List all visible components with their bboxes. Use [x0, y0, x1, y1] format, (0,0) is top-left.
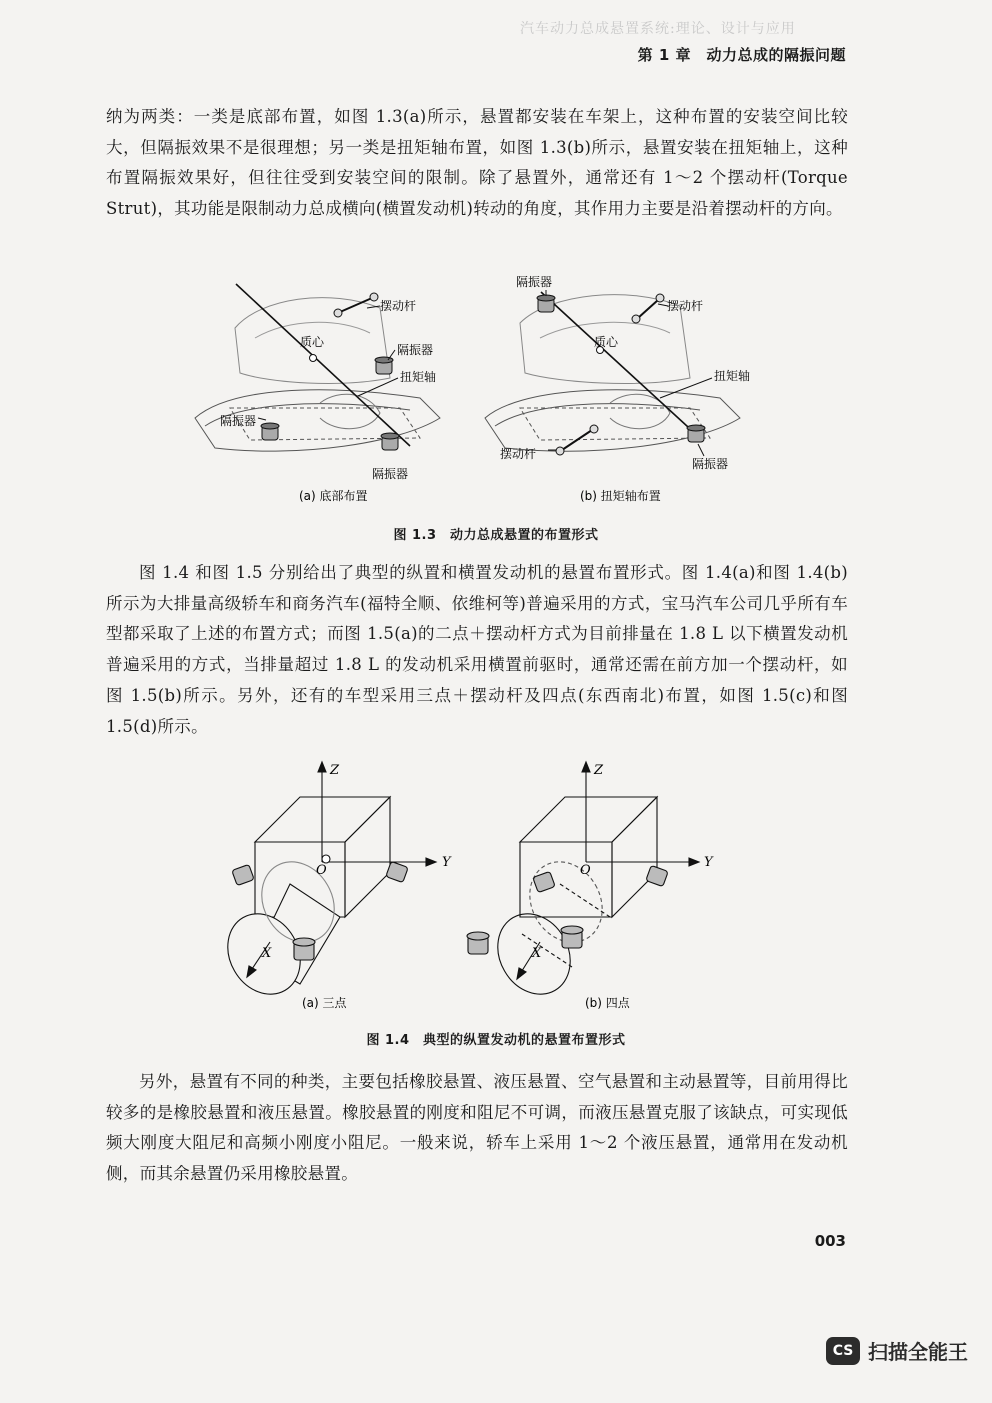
sub-caption-1-3b: (b) 扭矩轴布置 [580, 489, 661, 503]
label-isolator-top-b: 隔振器 [516, 275, 553, 289]
axis-y-b: Y [704, 855, 713, 870]
chapter-running-head: 第 1 章 动力总成的隔振问题 [637, 46, 846, 64]
axis-z-b: Z [594, 763, 604, 778]
paragraph-mount-types: 另外，悬置有不同的种类，主要包括橡胶悬置、液压悬置、空气悬置和主动悬置等，目前用得比较多的是橡胶悬置和液压悬置。橡胶悬置的刚度和阻尼不可调，而液压悬置克服了该缺点，可实现低频大刚度大阻尼和高频小刚度小阻尼。一般来说，轿车上采用 1～2 个液压悬置，通常用在发动机侧，而其余悬置仍采用橡胶悬置。 [106, 1072, 848, 1184]
origin-o-b: O [580, 863, 591, 878]
figure-1-3 [0, 268, 992, 518]
figure-1-4a-drawing [214, 762, 436, 1007]
label-isolator-bottom-a: 隔振器 [372, 467, 409, 481]
label-strut-bottom-b: 摆动杆 [500, 447, 537, 461]
axis-x-b: X [532, 946, 542, 961]
figure-1-4-caption: 图 1.4 典型的纵置发动机的悬置布置形式 [366, 1033, 626, 1048]
sub-caption-1-3a: (a) 底部布置 [299, 489, 368, 503]
figure-1-4 [0, 752, 992, 1022]
figure-1-3-caption: 图 1.3 动力总成悬置的布置形式 [393, 528, 599, 543]
label-isolator-bottom-b: 隔振器 [692, 457, 729, 471]
scanner-app-name: 扫描全能王 [868, 1340, 968, 1364]
figure-1-4b-drawing [467, 762, 699, 1007]
axis-x-a: X [262, 946, 272, 961]
paragraph-engine-layouts: 图 1.4 和图 1.5 分别给出了典型的纵置和横置发动机的悬置布置形式。图 1.4(a)和图 1.4(b)所示为大排量高级轿车和商务汽车(福特全顺、依维柯等)普遍采用的方式，宝马汽车公司几乎所有车型都采取了上述的布置方式；而图 1.5(a)的二点＋摆动杆方式为目前排量在 1.8 L 以下横置发动机普遍采用的方式，当排量超过 1.8 L 的发动机采用横置前驱时，通常还需在前方加一个摆动杆，如图 1.5(b)所示。另外，还有的车型采用三点＋摆动杆及四点(东西南北)布置，如图 1.5(c)和图 1.5(d)所示。 [106, 563, 848, 736]
scanner-watermark [826, 1336, 968, 1365]
paragraph-mount-layouts: 纳为两类：一类是底部布置，如图 1.3(a)所示，悬置都安装在车架上，这种布置的安装空间比较大，但隔振效果不是很理想；另一类是扭矩轴布置，如图 1.3(b)所示，悬置安装在扭矩轴上，这种布置隔振效果好，但往往受到安装空间的限制。除了悬置外，通常还有 1～2 个摆动杆(Torque Strut)，其功能是限制动力总成横向(横置发动机)转动的角度，其作用力主要是沿着摆动杆的方向。 [106, 107, 848, 219]
bleed-through-text: 汽车动力总成悬置系统:理论、设计与应用 [520, 21, 796, 37]
label-cog-b: 质心 [594, 335, 619, 349]
page-number: 003 [814, 1232, 846, 1250]
origin-o-a: O [316, 863, 327, 878]
label-strut-a: 摆动杆 [380, 299, 417, 313]
figure-1-3b-drawing [485, 290, 740, 456]
label-isolator-top-a: 隔振器 [397, 343, 434, 357]
axis-z-a: Z [330, 763, 340, 778]
label-cog-a: 质心 [300, 335, 325, 349]
sub-caption-1-4b: (b) 四点 [585, 996, 630, 1010]
label-isolator-left-a: 隔振器 [220, 414, 257, 428]
label-strut-top-b: 摆动杆 [667, 299, 704, 313]
label-torque-axis-a: 扭矩轴 [400, 370, 437, 384]
sub-caption-1-4a: (a) 三点 [302, 996, 347, 1010]
label-torque-axis-b: 扭矩轴 [714, 369, 751, 383]
scanner-logo-icon: CS [826, 1337, 860, 1365]
axis-y-a: Y [442, 855, 451, 870]
